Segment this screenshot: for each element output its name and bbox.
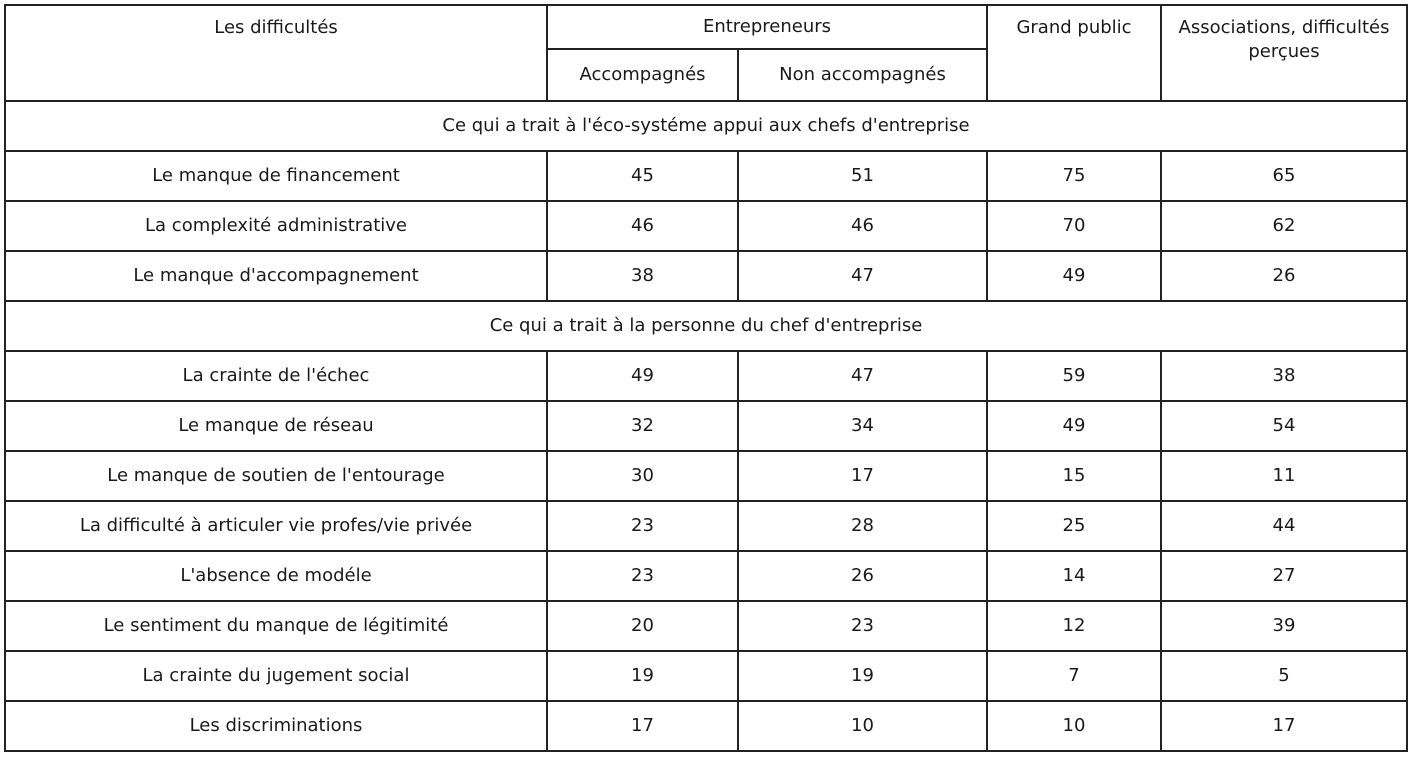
table-row bbox=[5, 651, 1407, 701]
cell-associations: 54 bbox=[1161, 401, 1407, 451]
cell-accompanied: 46 bbox=[547, 201, 738, 251]
header-general-public: Grand public bbox=[987, 5, 1161, 101]
cell-associations: 44 bbox=[1161, 501, 1407, 551]
cell-not-accompanied: 34 bbox=[738, 401, 987, 451]
cell-not-accompanied: 47 bbox=[738, 351, 987, 401]
section-title-ecosystem: Ce qui a trait à l'éco-systéme appui aux chefs d'entreprise bbox=[5, 101, 1407, 151]
cell-accompanied: 23 bbox=[547, 551, 738, 601]
table-row bbox=[5, 601, 1407, 651]
table-row bbox=[5, 251, 1407, 301]
table-row bbox=[5, 701, 1407, 751]
cell-accompanied: 17 bbox=[547, 701, 738, 751]
cell-general-public: 49 bbox=[987, 251, 1161, 301]
section-title-person: Ce qui a trait à la personne du chef d'entreprise bbox=[5, 301, 1407, 351]
cell-associations: 65 bbox=[1161, 151, 1407, 201]
cell-accompanied: 38 bbox=[547, 251, 738, 301]
cell-accompanied: 49 bbox=[547, 351, 738, 401]
cell-not-accompanied: 17 bbox=[738, 451, 987, 501]
section-row bbox=[5, 301, 1407, 351]
header-difficulties: Les difficultés bbox=[5, 5, 547, 101]
cell-not-accompanied: 19 bbox=[738, 651, 987, 701]
cell-general-public: 14 bbox=[987, 551, 1161, 601]
row-label: La crainte de l'échec bbox=[5, 351, 547, 401]
table-row bbox=[5, 351, 1407, 401]
table-row bbox=[5, 201, 1407, 251]
cell-not-accompanied: 51 bbox=[738, 151, 987, 201]
cell-general-public: 7 bbox=[987, 651, 1161, 701]
cell-general-public: 12 bbox=[987, 601, 1161, 651]
cell-not-accompanied: 26 bbox=[738, 551, 987, 601]
row-label: Les discriminations bbox=[5, 701, 547, 751]
table-row bbox=[5, 551, 1407, 601]
row-label: La crainte du jugement social bbox=[5, 651, 547, 701]
cell-not-accompanied: 23 bbox=[738, 601, 987, 651]
cell-general-public: 75 bbox=[987, 151, 1161, 201]
cell-associations: 17 bbox=[1161, 701, 1407, 751]
cell-accompanied: 19 bbox=[547, 651, 738, 701]
table-row bbox=[5, 501, 1407, 551]
row-label: Le manque de soutien de l'entourage bbox=[5, 451, 547, 501]
cell-general-public: 25 bbox=[987, 501, 1161, 551]
cell-accompanied: 23 bbox=[547, 501, 738, 551]
row-label: Le manque de réseau bbox=[5, 401, 547, 451]
cell-associations: 62 bbox=[1161, 201, 1407, 251]
cell-accompanied: 32 bbox=[547, 401, 738, 451]
cell-associations: 26 bbox=[1161, 251, 1407, 301]
cell-accompanied: 20 bbox=[547, 601, 738, 651]
cell-general-public: 10 bbox=[987, 701, 1161, 751]
cell-associations: 39 bbox=[1161, 601, 1407, 651]
cell-associations: 27 bbox=[1161, 551, 1407, 601]
cell-associations: 11 bbox=[1161, 451, 1407, 501]
cell-accompanied: 30 bbox=[547, 451, 738, 501]
table-row bbox=[5, 451, 1407, 501]
header-not-accompanied: Non accompagnés bbox=[738, 49, 987, 101]
header-accompanied: Accompagnés bbox=[547, 49, 738, 101]
cell-associations: 5 bbox=[1161, 651, 1407, 701]
cell-general-public: 70 bbox=[987, 201, 1161, 251]
cell-not-accompanied: 28 bbox=[738, 501, 987, 551]
row-label: Le sentiment du manque de légitimité bbox=[5, 601, 547, 651]
row-label: L'absence de modéle bbox=[5, 551, 547, 601]
section-row bbox=[5, 101, 1407, 151]
row-label: La difficulté à articuler vie profes/vie privée bbox=[5, 501, 547, 551]
header-entrepreneurs: Entrepreneurs bbox=[547, 5, 987, 49]
cell-not-accompanied: 10 bbox=[738, 701, 987, 751]
difficulties-table bbox=[4, 4, 1408, 752]
cell-general-public: 59 bbox=[987, 351, 1161, 401]
cell-general-public: 15 bbox=[987, 451, 1161, 501]
cell-associations: 38 bbox=[1161, 351, 1407, 401]
cell-accompanied: 45 bbox=[547, 151, 738, 201]
header-associations: Associations, difficultés perçues bbox=[1161, 5, 1407, 101]
row-label: Le manque de financement bbox=[5, 151, 547, 201]
cell-not-accompanied: 47 bbox=[738, 251, 987, 301]
cell-general-public: 49 bbox=[987, 401, 1161, 451]
table-row bbox=[5, 151, 1407, 201]
table-row bbox=[5, 401, 1407, 451]
row-label: Le manque d'accompagnement bbox=[5, 251, 547, 301]
cell-not-accompanied: 46 bbox=[738, 201, 987, 251]
row-label: La complexité administrative bbox=[5, 201, 547, 251]
